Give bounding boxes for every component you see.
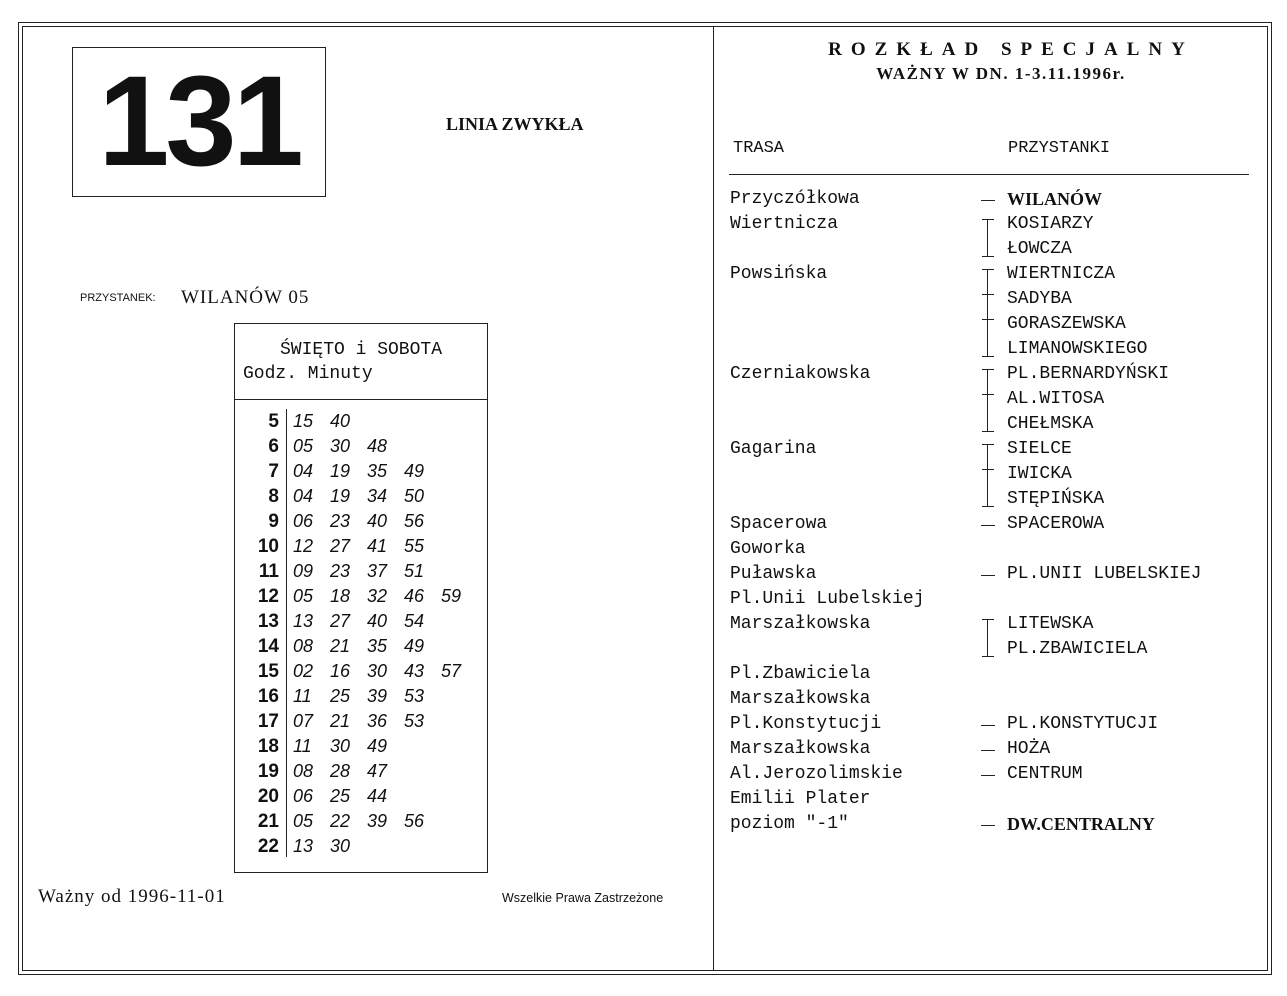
timetable-minute: 19: [330, 486, 351, 506]
timetable-minute: 08: [293, 636, 314, 656]
route-stop: CENTRUM: [1007, 764, 1083, 784]
timetable-minutes: [293, 784, 404, 809]
timetable-row: [235, 809, 487, 834]
stop-bracket-tick: [982, 506, 994, 507]
timetable-minutes: [293, 659, 478, 684]
timetable-minute: 55: [404, 536, 425, 556]
route-stop: PL.BERNARDYŃSKI: [1007, 364, 1170, 384]
stop-bracket: [987, 444, 988, 506]
special-schedule-title: ROZKŁAD SPECJALNY: [828, 39, 1194, 60]
timetable-minute: 23: [330, 511, 351, 531]
timetable-minute: 44: [367, 786, 388, 806]
route-street: Pl.Unii Lubelskiej: [730, 589, 925, 609]
timetable-hour: 17: [257, 711, 279, 732]
stop-bracket-tick: [982, 219, 994, 220]
stop-bracket-tick: [982, 269, 994, 270]
route-stop: KOSIARZY: [1007, 214, 1094, 234]
stop-dash: [981, 575, 995, 576]
timetable-row: [235, 759, 487, 784]
timetable-minutes: [293, 734, 404, 759]
timetable-minutes: [293, 409, 367, 434]
timetable-minute: 35: [367, 636, 388, 656]
route-stop: CHEŁMSKA: [1007, 414, 1094, 434]
timetable-minute: 41: [367, 536, 388, 556]
timetable-minute: 43: [404, 661, 425, 681]
timetable-minute: 13: [293, 611, 314, 631]
route-stop: SADYBA: [1007, 289, 1072, 309]
route-stop: WILANÓW: [1007, 189, 1103, 209]
stop-name: WILANÓW 05: [181, 287, 310, 308]
timetable-minutes: [293, 459, 441, 484]
timetable-minute: 56: [404, 511, 425, 531]
timetable-minute: 27: [330, 611, 351, 631]
route-stop: ŁOWCZA: [1007, 239, 1072, 259]
stop-bracket-tick: [982, 469, 994, 470]
timetable-title: ŚWIĘTO i SOBOTA: [279, 340, 443, 360]
timetable-minute: 47: [367, 761, 388, 781]
timetable-hour: 16: [257, 686, 279, 707]
timetable-minute: 05: [293, 586, 314, 606]
stop-bracket-tick: [982, 319, 994, 320]
line-number: 131: [98, 50, 300, 193]
stop-bracket: [987, 619, 988, 656]
timetable-row: [235, 734, 487, 759]
timetable-minute: 40: [367, 511, 388, 531]
center-divider: [713, 26, 714, 971]
timetable-hour: 10: [257, 536, 279, 557]
timetable-minute: 30: [330, 836, 351, 856]
timetable-minute: 12: [293, 536, 314, 556]
timetable-minute: 05: [293, 436, 314, 456]
timetable-hour: 7: [268, 461, 279, 482]
timetable-minute: 46: [404, 586, 425, 606]
route-stop: AL.WITOSA: [1007, 389, 1105, 409]
timetable-minute: 18: [330, 586, 351, 606]
route-street: Marszałkowska: [730, 689, 871, 709]
timetable-minute: 23: [330, 561, 351, 581]
valid-from: Ważny od 1996-11-01: [38, 886, 226, 907]
timetable-minutes: [293, 484, 441, 509]
timetable-hour: 14: [257, 636, 279, 657]
route-stop: SPACEROWA: [1007, 514, 1105, 534]
timetable-minute: 32: [367, 586, 388, 606]
timetable-minute: 50: [404, 486, 425, 506]
timetable-minute: 54: [404, 611, 425, 631]
route-street: Al.Jerozolimskie: [730, 764, 903, 784]
timetable-row: [235, 584, 487, 609]
route-stop: PL.KONSTYTUCJI: [1007, 714, 1159, 734]
route-street: Przyczółkowa: [730, 189, 860, 209]
timetable-row: [235, 534, 487, 559]
stop-dash: [981, 750, 995, 751]
stop-bracket-tick: [982, 656, 994, 657]
timetable-minute: 51: [404, 561, 425, 581]
stop-bracket-tick: [982, 294, 994, 295]
line-type: LINIA ZWYKŁA: [446, 114, 584, 134]
timetable-row: [235, 459, 487, 484]
timetable-hour: 9: [268, 511, 279, 532]
timetable-hour: 6: [268, 436, 279, 457]
timetable-row: [235, 559, 487, 584]
timetable-row: [235, 684, 487, 709]
stop-dash: [981, 525, 995, 526]
timetable-minute: 21: [330, 636, 351, 656]
stop-bracket-tick: [982, 369, 994, 370]
route-street: Powsińska: [730, 264, 828, 284]
timetable-minute: 22: [330, 811, 351, 831]
route-stop: HOŻA: [1007, 739, 1051, 759]
stop-bracket: [987, 269, 988, 356]
route-stop: LITEWSKA: [1007, 614, 1094, 634]
timetable-row: [235, 834, 487, 859]
route-stop: GORASZEWSKA: [1007, 314, 1126, 334]
timetable-hour: 22: [257, 836, 279, 857]
timetable-row: [235, 709, 487, 734]
timetable-minute: 09: [293, 561, 314, 581]
timetable-hour: 13: [257, 611, 279, 632]
timetable-minute: 57: [441, 661, 462, 681]
timetable: [234, 323, 488, 873]
timetable-minute: 07: [293, 711, 314, 731]
timetable-minutes: [293, 509, 441, 534]
stop-bracket-tick: [982, 431, 994, 432]
timetable-minutes: [293, 834, 367, 859]
timetable-minute: 39: [367, 811, 388, 831]
timetable-row: [235, 609, 487, 634]
timetable-minute: 40: [367, 611, 388, 631]
timetable-hour: 8: [268, 486, 279, 507]
timetable-row: [235, 409, 487, 434]
route-stop: LIMANOWSKIEGO: [1007, 339, 1148, 359]
timetable-minute: 59: [441, 586, 462, 606]
route-street: Czerniakowska: [730, 364, 871, 384]
route-stop: PL.UNII LUBELSKIEJ: [1007, 564, 1202, 584]
timetable-minutes: [293, 809, 441, 834]
route-stop: WIERTNICZA: [1007, 264, 1116, 284]
timetable-minute: 30: [367, 661, 388, 681]
timetable-minute: 04: [293, 486, 314, 506]
stop-bracket: [987, 369, 988, 431]
timetable-minute: 15: [293, 411, 314, 431]
route-stop: PL.ZBAWICIELA: [1007, 639, 1148, 659]
timetable-minute: 16: [330, 661, 351, 681]
timetable-minute: 05: [293, 811, 314, 831]
timetable-hour: 15: [257, 661, 279, 682]
timetable-minutes: [293, 534, 441, 559]
timetable-hour: 18: [257, 736, 279, 757]
timetable-minute: 11: [293, 736, 312, 756]
route-street: Marszałkowska: [730, 739, 871, 759]
timetable-hour: 11: [258, 561, 279, 582]
timetable-minute: 21: [330, 711, 351, 731]
timetable-row: [235, 509, 487, 534]
timetable-minute: 06: [293, 511, 314, 531]
timetable-subtitle: Godz. Minuty: [243, 364, 373, 384]
timetable-minute: 02: [293, 661, 314, 681]
timetable-minute: 25: [330, 786, 351, 806]
timetable-minute: 53: [404, 686, 425, 706]
timetable-minutes: [293, 434, 404, 459]
stop-dash: [981, 825, 995, 826]
timetable-minutes: [293, 559, 441, 584]
route-header: TRASA: [733, 139, 785, 158]
stop-dash: [981, 200, 995, 201]
timetable-minute: 34: [367, 486, 388, 506]
timetable-minute: 25: [330, 686, 351, 706]
timetable-minute: 49: [367, 736, 388, 756]
timetable-minute: 06: [293, 786, 314, 806]
route-stop: IWICKA: [1007, 464, 1072, 484]
timetable-row: [235, 659, 487, 684]
stop-bracket-tick: [982, 394, 994, 395]
timetable-minute: 11: [293, 686, 312, 706]
route-street: Spacerowa: [730, 514, 828, 534]
stop-bracket: [987, 219, 988, 256]
stop-label: PRZYSTANEK:: [80, 292, 156, 304]
timetable-minutes: [293, 759, 404, 784]
timetable-minute: 30: [330, 736, 351, 756]
timetable-row: [235, 784, 487, 809]
timetable-minute: 27: [330, 536, 351, 556]
timetable-minutes: [293, 584, 478, 609]
timetable-hour: 12: [257, 586, 279, 607]
route-header-rule: [729, 174, 1249, 175]
timetable-hour: 20: [257, 786, 279, 807]
timetable-hour: 5: [268, 411, 279, 432]
route-street: Pl.Zbawiciela: [730, 664, 871, 684]
timetable-minute: 49: [404, 636, 425, 656]
stop-bracket-tick: [982, 256, 994, 257]
timetable-minute: 08: [293, 761, 314, 781]
timetable-minute: 36: [367, 711, 388, 731]
route-street: Gagarina: [730, 439, 817, 459]
special-schedule-validity: WAŻNY W DN. 1-3.11.1996r.: [876, 64, 1126, 83]
timetable-minute: 39: [367, 686, 388, 706]
timetable-minute: 04: [293, 461, 314, 481]
stop-bracket-tick: [982, 619, 994, 620]
stops-header: PRZYSTANKI: [1008, 139, 1111, 158]
stop-dash: [981, 775, 995, 776]
timetable-minute: 30: [330, 436, 351, 456]
timetable-row: [235, 484, 487, 509]
timetable-minutes: [293, 709, 441, 734]
route-street: Emilii Plater: [730, 789, 871, 809]
stop-bracket-tick: [982, 356, 994, 357]
stop-bracket-tick: [982, 444, 994, 445]
route-street: poziom "-1": [730, 814, 849, 834]
timetable-minute: 53: [404, 711, 425, 731]
timetable-minutes: [293, 684, 441, 709]
copyright: Wszelkie Prawa Zastrzeżone: [502, 891, 664, 905]
timetable-minute: 19: [330, 461, 351, 481]
route-street: Puławska: [730, 564, 817, 584]
timetable-minutes: [293, 634, 441, 659]
line-number-box: [72, 47, 326, 197]
route-stop: DW.CENTRALNY: [1007, 814, 1155, 834]
timetable-row: [235, 434, 487, 459]
route-street: Goworka: [730, 539, 806, 559]
route-street: Marszałkowska: [730, 614, 871, 634]
timetable-minute: 13: [293, 836, 314, 856]
stop-dash: [981, 725, 995, 726]
timetable-hour: 21: [257, 811, 279, 832]
timetable-minutes: [293, 609, 441, 634]
timetable-header-rule: [235, 399, 487, 400]
timetable-minute: 56: [404, 811, 425, 831]
timetable-minute: 28: [330, 761, 351, 781]
route-stop: SIELCE: [1007, 439, 1072, 459]
timetable-minute: 40: [330, 411, 351, 431]
timetable-minute: 37: [367, 561, 388, 581]
timetable-row: [235, 634, 487, 659]
route-stop: STĘPIŃSKA: [1007, 489, 1105, 509]
timetable-minute: 35: [367, 461, 388, 481]
route-street: Pl.Konstytucji: [730, 714, 882, 734]
route-street: Wiertnicza: [730, 214, 839, 234]
timetable-hour: 19: [257, 761, 279, 782]
timetable-minute: 49: [404, 461, 425, 481]
timetable-minute: 48: [367, 436, 388, 456]
